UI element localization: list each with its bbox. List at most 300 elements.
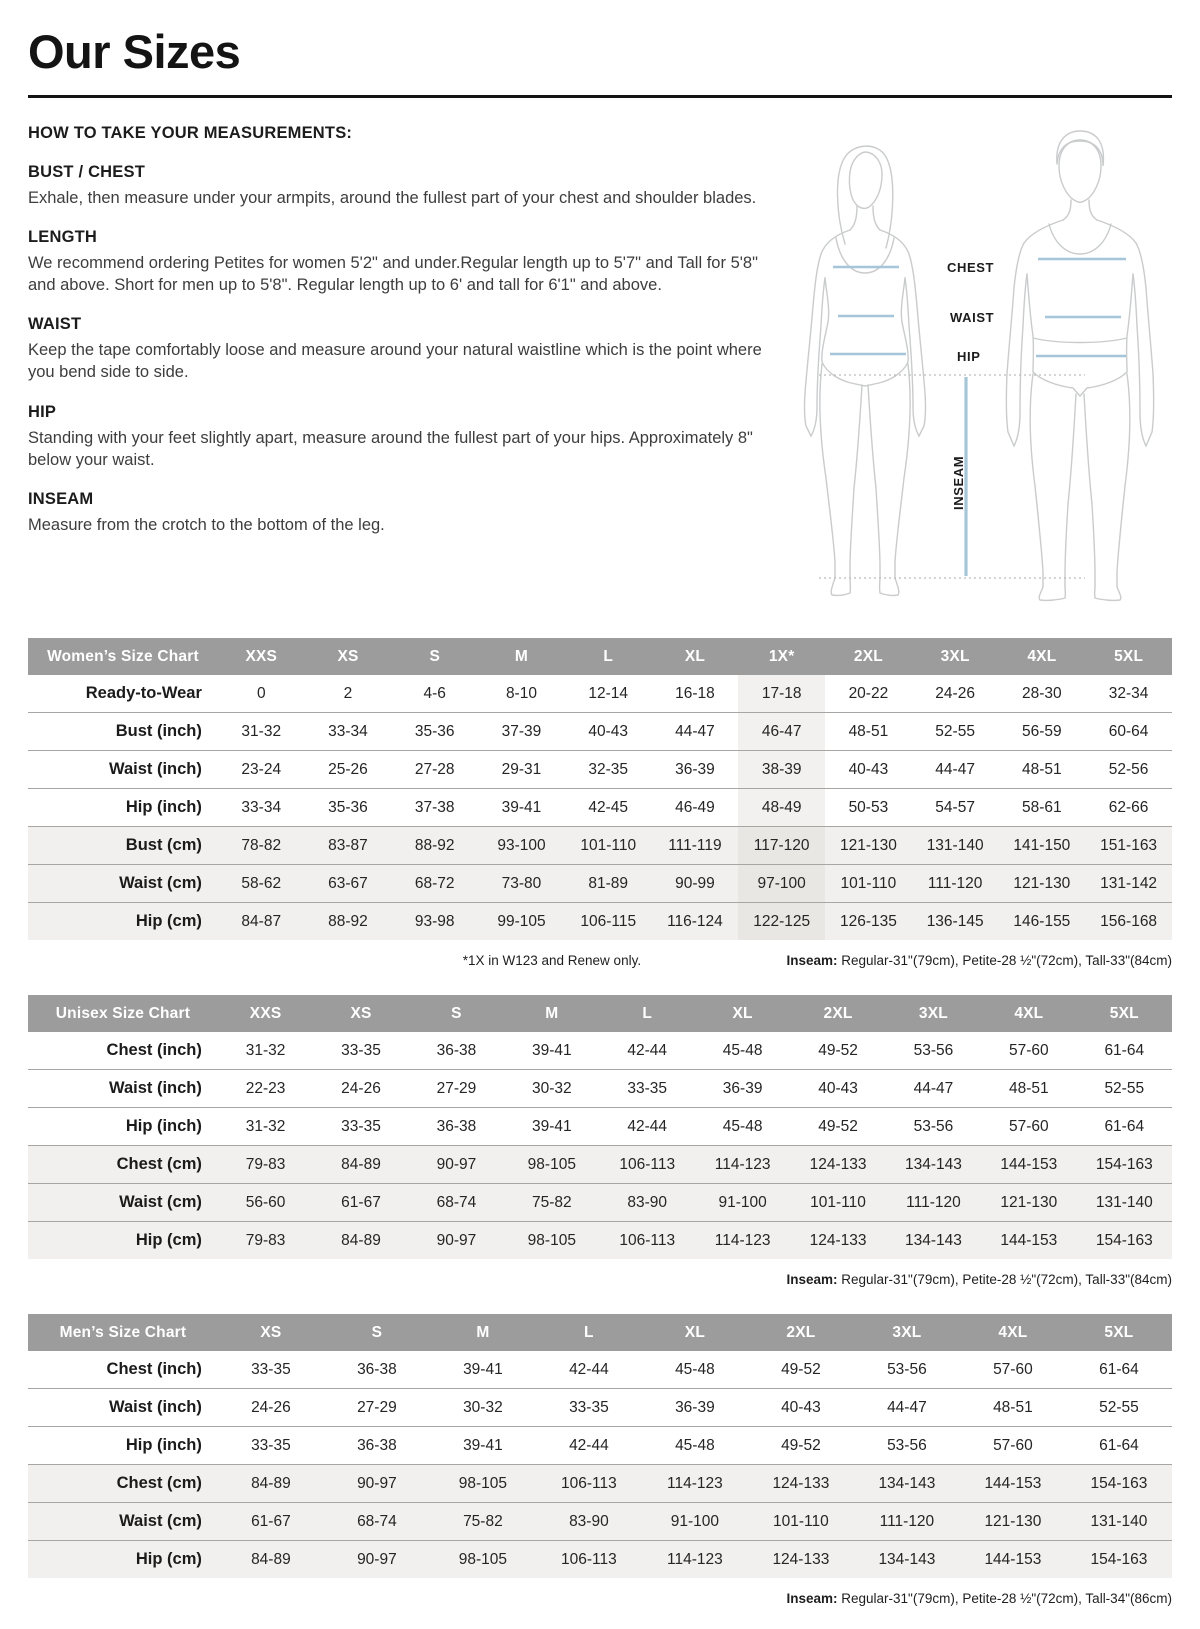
size-cell: 36-38 xyxy=(409,1108,504,1146)
woman-hair xyxy=(837,146,892,248)
size-cell: 20-22 xyxy=(825,675,912,713)
size-cell: 48-49 xyxy=(738,789,825,827)
size-column-header: 5XL xyxy=(1085,638,1172,675)
row-label: Bust (inch) xyxy=(28,713,218,751)
size-cell: 68-74 xyxy=(409,1184,504,1222)
size-cell: 33-34 xyxy=(305,713,392,751)
size-chart-table xyxy=(28,995,1172,1259)
section-heading: BUST / CHEST xyxy=(28,163,145,181)
mens-size-chart-block xyxy=(28,1314,1172,1609)
size-cell: 106-113 xyxy=(600,1146,695,1184)
size-cell: 62-66 xyxy=(1085,789,1172,827)
size-cell: 134-143 xyxy=(886,1222,981,1260)
size-cell: 154-163 xyxy=(1066,1465,1172,1503)
section-hip xyxy=(28,403,773,471)
size-cell: 101-110 xyxy=(565,827,652,865)
size-cell: 33-35 xyxy=(536,1389,642,1427)
size-cell: 33-35 xyxy=(313,1108,408,1146)
size-cell: 111-120 xyxy=(854,1503,960,1541)
table-row xyxy=(28,1541,1172,1579)
row-label: Hip (cm) xyxy=(28,1222,218,1260)
size-cell: 42-44 xyxy=(600,1108,695,1146)
size-cell: 68-72 xyxy=(391,865,478,903)
size-cell: 91-100 xyxy=(695,1184,790,1222)
waist-label: WAIST xyxy=(950,310,995,325)
size-cell: 53-56 xyxy=(854,1351,960,1389)
size-column-header: 5XL xyxy=(1066,1314,1172,1351)
size-cell: 106-113 xyxy=(536,1465,642,1503)
size-cell: 44-47 xyxy=(652,713,739,751)
size-cell: 79-83 xyxy=(218,1146,313,1184)
size-cell: 33-35 xyxy=(218,1351,324,1389)
howto-heading: HOW TO TAKE YOUR MEASUREMENTS: xyxy=(28,124,353,142)
size-cell: 141-150 xyxy=(999,827,1086,865)
size-cell: 30-32 xyxy=(430,1389,536,1427)
size-cell: 49-52 xyxy=(748,1351,854,1389)
size-cell: 154-163 xyxy=(1077,1222,1172,1260)
size-cell: 36-38 xyxy=(409,1032,504,1070)
size-cell: 27-28 xyxy=(391,751,478,789)
table-row xyxy=(28,713,1172,751)
size-cell: 57-60 xyxy=(981,1108,1076,1146)
section-body: Measure from the crotch to the bottom of the leg. xyxy=(28,515,385,534)
size-cell: 106-115 xyxy=(565,903,652,941)
size-chart-table xyxy=(28,638,1172,940)
size-cell: 48-51 xyxy=(960,1389,1066,1427)
size-cell: 122-125 xyxy=(738,903,825,941)
size-cell: 114-123 xyxy=(642,1465,748,1503)
size-cell: 32-35 xyxy=(565,751,652,789)
row-label: Chest (cm) xyxy=(28,1465,218,1503)
size-cell: 33-35 xyxy=(600,1070,695,1108)
size-cell: 25-26 xyxy=(305,751,392,789)
row-label: Chest (inch) xyxy=(28,1351,218,1389)
size-column-header: M xyxy=(430,1314,536,1351)
size-cell: 35-36 xyxy=(305,789,392,827)
size-cell: 56-60 xyxy=(218,1184,313,1222)
size-column-header: L xyxy=(600,995,695,1032)
size-cell: 63-67 xyxy=(305,865,392,903)
unisex-footnotes xyxy=(28,1272,1172,1290)
size-cell: 45-48 xyxy=(642,1427,748,1465)
size-cell: 98-105 xyxy=(430,1465,536,1503)
size-cell: 83-87 xyxy=(305,827,392,865)
one-x-footnote: *1X in W123 and Renew only. xyxy=(462,953,642,968)
size-cell: 52-55 xyxy=(1066,1389,1172,1427)
size-cell: 29-31 xyxy=(478,751,565,789)
size-cell: 134-143 xyxy=(886,1146,981,1184)
size-cell: 31-32 xyxy=(218,1032,313,1070)
size-column-header: L xyxy=(565,638,652,675)
row-label: Waist (inch) xyxy=(28,1389,218,1427)
size-cell: 36-39 xyxy=(652,751,739,789)
size-column-header: L xyxy=(536,1314,642,1351)
size-cell: 31-32 xyxy=(218,713,305,751)
size-cell: 17-18 xyxy=(738,675,825,713)
row-label: Hip (inch) xyxy=(28,789,218,827)
man-waistband xyxy=(1033,338,1127,343)
size-cell: 84-89 xyxy=(313,1222,408,1260)
size-cell: 24-26 xyxy=(313,1070,408,1108)
size-cell: 61-64 xyxy=(1066,1427,1172,1465)
size-cell: 40-43 xyxy=(565,713,652,751)
size-cell: 124-133 xyxy=(790,1222,885,1260)
size-cell: 117-120 xyxy=(738,827,825,865)
size-cell: 32-34 xyxy=(1085,675,1172,713)
size-cell: 90-97 xyxy=(324,1465,430,1503)
size-cell: 30-32 xyxy=(504,1070,599,1108)
size-cell: 90-97 xyxy=(409,1146,504,1184)
size-cell: 49-52 xyxy=(790,1032,885,1070)
table-row xyxy=(28,675,1172,713)
table-row xyxy=(28,1427,1172,1465)
size-cell: 52-55 xyxy=(912,713,999,751)
size-cell: 90-99 xyxy=(652,865,739,903)
size-cell: 24-26 xyxy=(912,675,999,713)
size-cell: 8-10 xyxy=(478,675,565,713)
size-cell: 90-97 xyxy=(409,1222,504,1260)
size-cell: 93-98 xyxy=(391,903,478,941)
size-cell: 61-64 xyxy=(1066,1351,1172,1389)
size-cell: 78-82 xyxy=(218,827,305,865)
unisex-size-chart-block xyxy=(28,995,1172,1290)
size-cell: 27-29 xyxy=(409,1070,504,1108)
section-bust-chest xyxy=(28,163,773,209)
size-column-header: 4XL xyxy=(960,1314,1066,1351)
hip-label: HIP xyxy=(957,349,981,364)
woman-face xyxy=(849,152,882,208)
size-cell: 33-35 xyxy=(313,1032,408,1070)
measurement-instructions xyxy=(28,122,1172,604)
size-cell: 73-80 xyxy=(478,865,565,903)
table-title: Unisex Size Chart xyxy=(28,995,218,1032)
mens-size-table xyxy=(28,1314,1172,1578)
size-cell: 114-123 xyxy=(695,1222,790,1260)
mens-inseam-footnote: Inseam: Regular-31"(79cm), Petite-28 ½"(72cm), Tall-34"(86cm) xyxy=(786,1591,1172,1606)
row-label: Waist (inch) xyxy=(28,751,218,789)
row-label: Bust (cm) xyxy=(28,827,218,865)
size-cell: 97-100 xyxy=(738,865,825,903)
size-cell: 60-64 xyxy=(1085,713,1172,751)
size-cell: 56-59 xyxy=(999,713,1086,751)
size-cell: 83-90 xyxy=(600,1184,695,1222)
size-cell: 48-51 xyxy=(825,713,912,751)
table-row xyxy=(28,1503,1172,1541)
page-title: Our Sizes xyxy=(28,25,241,78)
size-cell: 98-105 xyxy=(504,1222,599,1260)
size-column-header: 4XL xyxy=(999,638,1086,675)
size-cell: 106-113 xyxy=(536,1541,642,1579)
man-face xyxy=(1059,140,1101,202)
size-cell: 90-97 xyxy=(324,1541,430,1579)
section-heading: INSEAM xyxy=(28,489,94,508)
size-cell: 131-142 xyxy=(1085,865,1172,903)
size-cell: 124-133 xyxy=(748,1465,854,1503)
size-cell: 44-47 xyxy=(854,1389,960,1427)
size-cell: 124-133 xyxy=(748,1541,854,1579)
size-cell: 114-123 xyxy=(642,1541,748,1579)
section-body: Keep the tape comfortably loose and measure around your natural waistline which is the point where you bend side to side. xyxy=(28,341,762,382)
womens-size-chart-block xyxy=(28,638,1172,971)
size-cell: 116-124 xyxy=(652,903,739,941)
body-measurement-diagram xyxy=(773,126,1173,604)
table-row xyxy=(28,1351,1172,1389)
size-cell: 154-163 xyxy=(1066,1541,1172,1579)
size-cell: 61-67 xyxy=(218,1503,324,1541)
table-row xyxy=(28,865,1172,903)
row-label: Hip (inch) xyxy=(28,1108,218,1146)
size-cell: 12-14 xyxy=(565,675,652,713)
size-cell: 58-62 xyxy=(218,865,305,903)
size-cell: 131-140 xyxy=(1077,1184,1172,1222)
table-title: Men’s Size Chart xyxy=(28,1314,218,1351)
size-cell: 111-120 xyxy=(912,865,999,903)
size-cell: 36-38 xyxy=(324,1427,430,1465)
size-cell: 42-45 xyxy=(565,789,652,827)
size-cell: 131-140 xyxy=(912,827,999,865)
size-cell: 98-105 xyxy=(430,1541,536,1579)
row-label: Hip (cm) xyxy=(28,1541,218,1579)
row-label: Hip (cm) xyxy=(28,903,218,941)
size-cell: 39-41 xyxy=(430,1427,536,1465)
table-row xyxy=(28,789,1172,827)
table-row xyxy=(28,1146,1172,1184)
size-cell: 114-123 xyxy=(695,1146,790,1184)
size-cell: 37-38 xyxy=(391,789,478,827)
section-heading: HIP xyxy=(28,402,57,421)
size-cell: 99-105 xyxy=(478,903,565,941)
size-column-header: 2XL xyxy=(790,995,885,1032)
size-cell: 111-119 xyxy=(652,827,739,865)
size-cell: 42-44 xyxy=(600,1032,695,1070)
size-column-header: XL xyxy=(652,638,739,675)
table-row xyxy=(28,903,1172,941)
size-cell: 54-57 xyxy=(912,789,999,827)
section-body: We recommend ordering Petites for women 5'2" and under.Regular length up to 5'7" and Tall for 5'8" and above. Short for men up to 5'8". Regular length up to 6' and tall for 6'1" and above. xyxy=(28,254,758,295)
inseam-label: INSEAM xyxy=(951,455,966,510)
size-cell: 144-153 xyxy=(981,1222,1076,1260)
size-cell: 39-41 xyxy=(430,1351,536,1389)
size-cell: 48-51 xyxy=(981,1070,1076,1108)
size-cell: 83-90 xyxy=(536,1503,642,1541)
size-cell: 61-64 xyxy=(1077,1032,1172,1070)
size-cell: 44-47 xyxy=(912,751,999,789)
size-cell: 0 xyxy=(218,675,305,713)
section-heading: LENGTH xyxy=(28,228,98,247)
size-cell: 101-110 xyxy=(790,1184,885,1222)
size-cell: 154-163 xyxy=(1077,1146,1172,1184)
size-column-header: 4XL xyxy=(981,995,1076,1032)
table-row xyxy=(28,1222,1172,1260)
table-row xyxy=(28,827,1172,865)
size-cell: 33-34 xyxy=(218,789,305,827)
size-column-header: M xyxy=(478,638,565,675)
size-cell: 53-56 xyxy=(886,1032,981,1070)
size-cell: 57-60 xyxy=(960,1351,1066,1389)
size-cell: 88-92 xyxy=(391,827,478,865)
size-column-header: 3XL xyxy=(854,1314,960,1351)
row-label: Chest (cm) xyxy=(28,1146,218,1184)
size-cell: 151-163 xyxy=(1085,827,1172,865)
table-row xyxy=(28,1465,1172,1503)
size-column-header: XS xyxy=(305,638,392,675)
size-cell: 46-49 xyxy=(652,789,739,827)
size-cell: 40-43 xyxy=(748,1389,854,1427)
size-cell: 53-56 xyxy=(886,1108,981,1146)
size-cell: 42-44 xyxy=(536,1351,642,1389)
section-heading: WAIST xyxy=(28,315,82,334)
man-tank-top xyxy=(1049,224,1111,254)
size-cell: 33-35 xyxy=(218,1427,324,1465)
size-cell: 75-82 xyxy=(430,1503,536,1541)
woman-briefs xyxy=(822,362,908,386)
size-cell: 50-53 xyxy=(825,789,912,827)
size-cell: 46-47 xyxy=(738,713,825,751)
size-column-header: XL xyxy=(642,1314,748,1351)
size-cell: 40-43 xyxy=(790,1070,885,1108)
size-column-header: XXS xyxy=(218,995,313,1032)
row-label: Hip (inch) xyxy=(28,1427,218,1465)
table-title: Women’s Size Chart xyxy=(28,638,218,675)
row-label: Waist (inch) xyxy=(28,1070,218,1108)
size-cell: 45-48 xyxy=(695,1032,790,1070)
section-body: Exhale, then measure under your armpits, around the fullest part of your chest and shoulder blades. xyxy=(28,189,757,207)
size-cell: 121-130 xyxy=(999,865,1086,903)
unisex-size-table xyxy=(28,995,1172,1259)
size-cell: 124-133 xyxy=(790,1146,885,1184)
size-cell: 84-89 xyxy=(218,1465,324,1503)
size-cell: 49-52 xyxy=(748,1427,854,1465)
woman-figure xyxy=(805,146,926,595)
size-cell: 38-39 xyxy=(738,751,825,789)
instructions-text xyxy=(28,122,773,536)
section-waist xyxy=(28,315,773,383)
size-column-header: 2XL xyxy=(748,1314,854,1351)
size-cell: 23-24 xyxy=(218,751,305,789)
size-cell: 61-67 xyxy=(313,1184,408,1222)
size-cell: 36-39 xyxy=(642,1389,748,1427)
size-column-header: S xyxy=(409,995,504,1032)
size-cell: 144-153 xyxy=(981,1146,1076,1184)
size-cell: 36-39 xyxy=(695,1070,790,1108)
figures-illustration xyxy=(773,126,1173,604)
size-cell: 91-100 xyxy=(642,1503,748,1541)
row-label: Ready-to-Wear xyxy=(28,675,218,713)
size-cell: 57-60 xyxy=(960,1427,1066,1465)
size-cell: 101-110 xyxy=(825,865,912,903)
size-cell: 68-74 xyxy=(324,1503,430,1541)
size-cell: 22-23 xyxy=(218,1070,313,1108)
row-label: Waist (cm) xyxy=(28,1503,218,1541)
size-cell: 144-153 xyxy=(960,1541,1066,1579)
table-row xyxy=(28,751,1172,789)
size-cell: 84-87 xyxy=(218,903,305,941)
table-row xyxy=(28,1184,1172,1222)
size-cell: 48-51 xyxy=(999,751,1086,789)
row-label: Waist (cm) xyxy=(28,865,218,903)
size-cell: 2 xyxy=(305,675,392,713)
section-inseam xyxy=(28,490,773,536)
size-cell: 58-61 xyxy=(999,789,1086,827)
chest-label: CHEST xyxy=(947,260,995,275)
size-cell: 121-130 xyxy=(981,1184,1076,1222)
mens-footnotes xyxy=(28,1591,1172,1609)
size-cell: 131-140 xyxy=(1066,1503,1172,1541)
section-body: Standing with your feet slightly apart, measure around the fullest part of your hips. Approximately 8" below your waist. xyxy=(28,428,753,469)
size-cell: 146-155 xyxy=(999,903,1086,941)
size-cell: 75-82 xyxy=(504,1184,599,1222)
size-column-header: S xyxy=(391,638,478,675)
size-cell: 121-130 xyxy=(960,1503,1066,1541)
size-cell: 84-89 xyxy=(218,1541,324,1579)
size-cell: 35-36 xyxy=(391,713,478,751)
size-cell: 27-29 xyxy=(324,1389,430,1427)
size-cell: 144-153 xyxy=(960,1465,1066,1503)
size-charts xyxy=(28,638,1172,1609)
size-cell: 37-39 xyxy=(478,713,565,751)
size-cell: 44-47 xyxy=(886,1070,981,1108)
section-length xyxy=(28,228,773,296)
womens-footnotes xyxy=(28,953,1172,971)
unisex-inseam-footnote: Inseam: Regular-31"(79cm), Petite-28 ½"(72cm), Tall-33"(84cm) xyxy=(786,1272,1172,1287)
man-figure xyxy=(1006,131,1153,600)
size-cell: 4-6 xyxy=(391,675,478,713)
size-column-header: XXS xyxy=(218,638,305,675)
size-column-header: 2XL xyxy=(825,638,912,675)
size-cell: 39-41 xyxy=(504,1032,599,1070)
size-column-header: XL xyxy=(695,995,790,1032)
size-column-header: 3XL xyxy=(886,995,981,1032)
size-chart-table xyxy=(28,1314,1172,1578)
title-divider xyxy=(28,95,1172,98)
size-cell: 24-26 xyxy=(218,1389,324,1427)
size-cell: 61-64 xyxy=(1077,1108,1172,1146)
size-cell: 49-52 xyxy=(790,1108,885,1146)
size-cell: 84-89 xyxy=(313,1146,408,1184)
size-cell: 134-143 xyxy=(854,1541,960,1579)
size-cell: 28-30 xyxy=(999,675,1086,713)
size-cell: 134-143 xyxy=(854,1465,960,1503)
size-cell: 52-55 xyxy=(1077,1070,1172,1108)
size-column-header: 5XL xyxy=(1077,995,1172,1032)
size-cell: 101-110 xyxy=(748,1503,854,1541)
size-cell: 88-92 xyxy=(305,903,392,941)
row-label: Chest (inch) xyxy=(28,1032,218,1070)
row-label: Waist (cm) xyxy=(28,1184,218,1222)
size-cell: 52-56 xyxy=(1085,751,1172,789)
size-column-header: S xyxy=(324,1314,430,1351)
size-column-header: M xyxy=(504,995,599,1032)
size-cell: 93-100 xyxy=(478,827,565,865)
size-cell: 45-48 xyxy=(642,1351,748,1389)
size-cell: 156-168 xyxy=(1085,903,1172,941)
size-column-header: XS xyxy=(218,1314,324,1351)
size-cell: 36-38 xyxy=(324,1351,430,1389)
table-row xyxy=(28,1032,1172,1070)
size-cell: 40-43 xyxy=(825,751,912,789)
size-cell: 126-135 xyxy=(825,903,912,941)
table-row xyxy=(28,1108,1172,1146)
man-briefs xyxy=(1033,372,1127,396)
size-cell: 98-105 xyxy=(504,1146,599,1184)
womens-size-table xyxy=(28,638,1172,940)
size-cell: 136-145 xyxy=(912,903,999,941)
table-row xyxy=(28,1389,1172,1427)
size-cell: 53-56 xyxy=(854,1427,960,1465)
size-cell: 106-113 xyxy=(600,1222,695,1260)
size-column-header: XS xyxy=(313,995,408,1032)
size-cell: 39-41 xyxy=(504,1108,599,1146)
